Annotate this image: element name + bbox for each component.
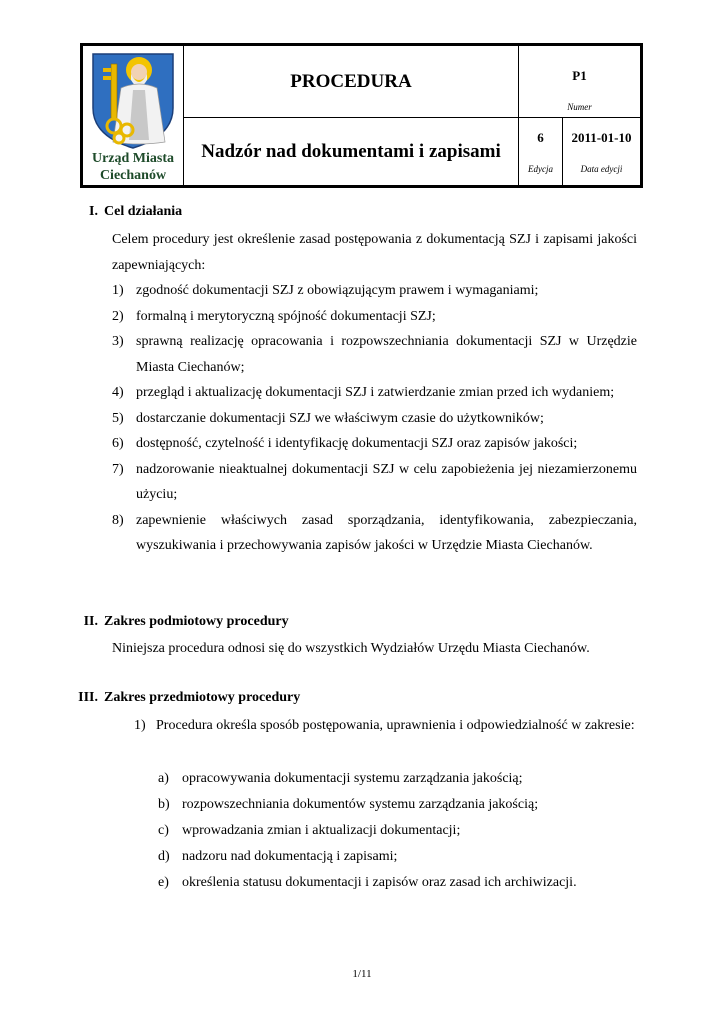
edition-date: 2011-01-10 xyxy=(571,130,632,145)
list-item-text: Procedura określa sposób postępowania, uprawnienia i odpowiedzialność w zakresie: xyxy=(156,718,635,733)
office-name xyxy=(83,150,183,184)
list-marker: d) xyxy=(158,849,170,864)
list-item xyxy=(158,766,637,792)
list-item xyxy=(158,844,637,870)
list-item xyxy=(112,406,637,432)
procedure-number: P1 xyxy=(572,68,587,83)
list-item-text: nadzorowanie nieaktualnej dokumentacji SZJ w celu zapobieżenia jej niezamierzonemu użyciu; xyxy=(136,461,637,502)
list-marker: 3) xyxy=(112,334,124,349)
edition-number: 6 xyxy=(537,130,544,145)
list-item-text: zapewnienie właściwych zasad sporządzania, identyfikowania, zabezpieczania, wyszukiwania i przechowywania zapisów jakości w Urzędzie Miasta Ciechanów. xyxy=(136,512,637,553)
section-1-list xyxy=(112,278,637,559)
office-name-line2: Ciechanów xyxy=(99,168,167,183)
list-marker: b) xyxy=(158,797,170,812)
list-item-text: dostarczanie dokumentacji SZJ we właściwym czasie do użytkowników; xyxy=(136,410,544,426)
list-item xyxy=(112,380,637,406)
list-item xyxy=(158,818,637,844)
section-heading-3 xyxy=(74,690,300,706)
list-marker: 8) xyxy=(112,512,124,528)
list-marker: 6) xyxy=(112,436,124,451)
list-item xyxy=(112,304,637,330)
section-2-text: Niniejsza procedura odnosi się do wszystkich Wydziałów Urzędu Miasta Ciechanów. xyxy=(112,641,590,656)
section-number: III. xyxy=(78,690,98,705)
table-divider xyxy=(562,118,563,185)
list-marker: c) xyxy=(158,823,169,838)
list-marker: 7) xyxy=(112,461,124,477)
list-item-text: zgodność dokumentacji SZJ z obowiązującym prawem i wymaganiami; xyxy=(136,283,539,298)
list-marker: 1) xyxy=(112,283,124,298)
list-item xyxy=(112,329,637,380)
section-3-sublist xyxy=(158,766,637,896)
section-title: Zakres przedmiotowy procedury xyxy=(104,690,301,705)
office-name-line1: Urząd Miasta xyxy=(91,151,175,166)
procedure-title: Nadzór nad dokumentami i zapisami xyxy=(201,141,501,162)
list-item-text: dostępność, czytelność i identyfikację dokumentacji SZJ oraz zapisów jakości; xyxy=(136,436,578,451)
procedure-header-table xyxy=(80,43,643,188)
list-marker: 1) xyxy=(134,718,146,733)
list-marker: e) xyxy=(158,875,169,890)
list-item xyxy=(158,792,637,818)
section-1-intro: Celem procedury jest określenie zasad postępowania z dokumentacją SZJ i zapisami jakości zapewniających: xyxy=(112,232,637,273)
list-marker: 4) xyxy=(112,385,124,400)
edition-caption: Edycja xyxy=(528,164,553,174)
section-title: Zakres podmiotowy procedury xyxy=(104,614,289,629)
list-item-text: przegląd i aktualizację dokumentacji SZJ i zatwierdzanie zmian przed ich wydaniem; xyxy=(136,385,615,400)
list-item xyxy=(112,431,637,457)
list-item-text: sprawną realizację opracowania i rozpowszechniania dokumentacji SZJ w Urzędzie Miasta Ciechanów; xyxy=(136,334,637,375)
list-item xyxy=(112,508,637,559)
list-marker: 5) xyxy=(112,410,124,426)
list-item-text: nadzoru nad dokumentacją i zapisami; xyxy=(182,849,398,864)
list-item-text: formalną i merytoryczną spójność dokumentacji SZJ; xyxy=(136,308,436,324)
list-item-text: określenia statusu dokumentacji i zapisów oraz zasad ich archiwizacji. xyxy=(182,875,577,890)
list-marker: a) xyxy=(158,771,169,786)
list-item xyxy=(112,278,637,304)
list-item xyxy=(158,870,637,896)
doc-type-title: PROCEDURA xyxy=(290,70,412,92)
list-item-text: rozpowszechniania dokumentów systemu zarządzania jakością; xyxy=(182,797,539,812)
coat-of-arms-icon xyxy=(89,50,177,150)
section-3-item xyxy=(134,713,637,739)
list-item xyxy=(112,457,637,508)
section-number: I. xyxy=(89,204,98,219)
section-title: Cel działania xyxy=(104,204,183,219)
procedure-number-caption: Numer xyxy=(567,102,592,112)
list-item-text: wprowadzania zmian i aktualizacji dokumentacji; xyxy=(182,823,461,838)
section-heading-2 xyxy=(74,614,289,630)
list-item-text: opracowywania dokumentacji systemu zarządzania jakością; xyxy=(182,771,523,786)
section-number: II. xyxy=(83,614,98,629)
list-marker: 2) xyxy=(112,308,124,324)
crest-cell xyxy=(83,46,183,185)
edition-date-caption: Data edycji xyxy=(580,164,623,174)
page-number: 1/11 xyxy=(352,968,372,980)
section-heading-1 xyxy=(74,204,182,220)
